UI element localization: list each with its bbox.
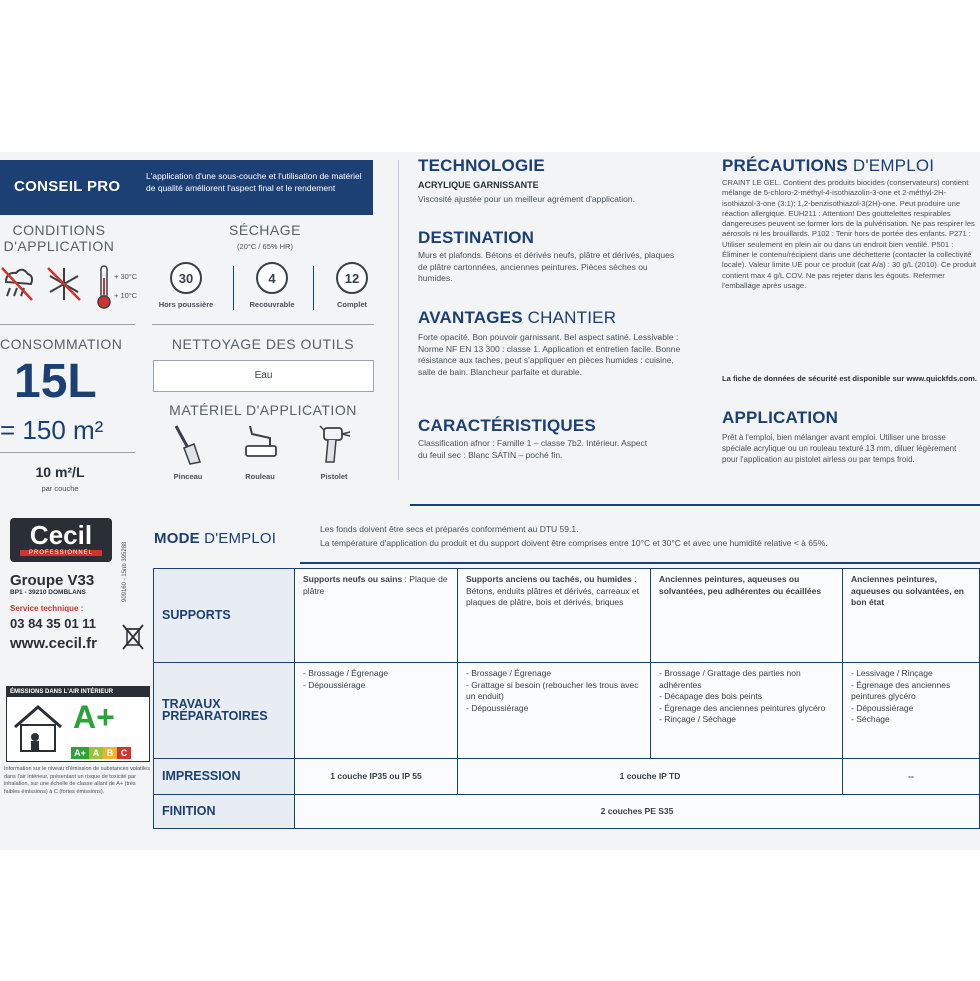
table-cell: 2 couches PE S35 — [295, 795, 980, 829]
divider — [398, 160, 399, 480]
no-frost-icon — [44, 264, 84, 309]
row-header-supports: SUPPORTS — [154, 569, 295, 663]
divider — [0, 452, 135, 453]
scale-aplus: A+ — [71, 747, 89, 759]
stopwatch-icon: 30 — [170, 262, 202, 294]
spray-gun-icon — [314, 424, 354, 471]
sechage-subtitle: (20°C / 65% HR) — [237, 242, 293, 251]
scale-b: B — [103, 747, 117, 759]
table-cell: Supports neufs ou sains : Plaque de plâtre — [295, 569, 458, 663]
roller-icon — [240, 424, 282, 471]
weee-bin-icon — [120, 622, 146, 657]
caracteristiques-title: CARACTÉRISTIQUES — [418, 416, 596, 435]
mode-emploi-table — [153, 568, 980, 829]
table-cell: Supports anciens ou tachés, ou humides : Bétons, enduits plâtres et dérivés, carreaux et plaques de plâtre, bois et dérivés, briques — [458, 569, 651, 663]
divider — [313, 266, 314, 310]
tool-label: Pistolet — [320, 472, 348, 481]
batch-code: 909160 - 15nb 395288 — [122, 541, 128, 602]
conseil-pro-title: CONSEIL PRO — [14, 178, 121, 195]
consommation-rate: 10 m²/L — [35, 464, 85, 480]
divider — [233, 266, 234, 310]
table-row — [154, 663, 980, 759]
table-cell: - Brossage / Égrenage - Grattage si besoin (reboucher les trous avec un enduit) - Dépoussiérage — [458, 663, 651, 759]
logo-wordmark: Cecil — [29, 520, 93, 550]
table-cell: Anciennes peintures, aqueuses ou solvantées, en bon état — [843, 569, 980, 663]
sechage-label: Recouvrable — [249, 300, 295, 309]
materiel-title: MATÉRIEL D'APPLICATION — [169, 402, 357, 418]
nettoyage-value: Eau — [254, 370, 273, 381]
avantages-text: Forte opacité. Bon pouvoir garnissant. Bel aspect satiné. Lessivable : Norme NF EN 13 300 : classe 1. Application et entretien facile. Bonne résistance aux taches, peut s'appliquer en pièces humides : cuisine, salle de bain. Blancheur parfaite et durable. — [418, 332, 681, 377]
avantages-title: AVANTAGES CHANTIER — [418, 308, 617, 327]
divider — [410, 504, 980, 506]
nettoyage-value-box — [153, 360, 374, 392]
phone-number: 03 84 35 01 11 — [10, 616, 97, 631]
cecil-logo — [10, 518, 112, 562]
temp-max: + 30°C — [114, 272, 138, 281]
no-rain-icon — [0, 264, 34, 309]
destination-text: Murs et plafonds. Bétons et dérivés neufs, plâtre et dérivés, plaques de plâtre cartonnées, anciennes peintures. Pièces sèches ou humides. — [418, 250, 675, 283]
table-row — [154, 759, 980, 795]
divider — [0, 324, 135, 325]
service-label: Service technique : — [10, 604, 84, 613]
emissions-header: ÉMISSIONS DANS L'AIR INTÉRIEUR — [7, 687, 149, 697]
nettoyage-title: NETTOYAGE DES OUTILS — [171, 336, 355, 352]
table-cell: - Brossage / Égrenage - Dépoussiérage — [295, 663, 458, 759]
sechage-label: Complet — [337, 300, 367, 309]
caracteristiques-text: Classification afnor : Famille 1 – classe 7b2. Intérieur. Aspect du feuil sec : Blanc SATIN – poché fin. — [418, 438, 648, 460]
emissions-scale — [71, 743, 131, 761]
thermometer-icon — [96, 264, 112, 315]
table-cell: - Lessivage / Rinçage - Égrenage des anciennes peintures glycéro - Dépoussiérage - Séchage — [843, 663, 980, 759]
sechage-item-3 — [316, 262, 388, 309]
application-title: APPLICATION — [722, 408, 839, 427]
tool-label: Pinceau — [173, 472, 203, 481]
table-row — [154, 795, 980, 829]
sechage-item-1 — [150, 262, 222, 309]
table-cell: 1 couche IP TD — [458, 759, 843, 795]
scale-c: C — [117, 747, 131, 759]
precautions-title: PRÉCAUTIONS D'EMPLOI — [722, 156, 935, 175]
table-cell: - Brossage / Grattage des parties non adhérentes - Décapage des bois peints - Égrenage des anciennes peintures glycéro - Rinçage / Séchage — [651, 663, 843, 759]
emissions-badge — [6, 686, 150, 762]
tool-label: Rouleau — [245, 472, 275, 481]
conseil-pro-banner — [0, 160, 373, 215]
technologie-text: Viscosité ajustée pour un meilleur agrément d'application. — [418, 194, 635, 204]
conditions-title: CONDITIONS D'APPLICATION — [3, 222, 115, 254]
application-text: Prêt à l'emploi, bien mélanger avant emploi. Utiliser une brosse spéciale acrylique ou un rouleau texturé 13 mm, diluer légèrement pour l'application au pistolet airless ou par temps froid. — [722, 433, 957, 464]
temp-min: + 10°C — [114, 291, 138, 300]
divider — [300, 562, 980, 564]
house-icon — [11, 703, 65, 760]
technologie-subtitle: ACRYLIQUE GARNISSANTE — [418, 180, 539, 190]
precautions-fds: La fiche de données de sécurité est disponible sur www.quickfds.com. — [722, 374, 978, 383]
conseil-pro-text: L'application d'une sous-couche et l'utilisation de matériel de qualité améliorent l'aspect final et le rendement — [146, 171, 362, 193]
table-row — [154, 569, 980, 663]
logo-subtitle: PROFESSIONNEL — [20, 550, 102, 556]
row-header-impression: IMPRESSION — [154, 759, 295, 795]
sechage-title: SÉCHAGE — [229, 222, 301, 238]
mode-emploi-intro-1: Les fonds doivent être secs et préparés conformément au DTU 59.1. — [320, 524, 579, 534]
brush-icon — [172, 424, 202, 471]
emissions-grade: A+ — [73, 699, 115, 735]
group-address: BP1 - 39210 DOMBLANS — [10, 589, 86, 596]
consommation-title: CONSOMMATION — [0, 336, 123, 352]
stopwatch-icon: 12 — [336, 262, 368, 294]
group-name: Groupe V33 — [10, 572, 95, 589]
mode-emploi-intro-2: La température d'application du produit et du support doivent être comprises entre 10°C et 30°C et avec une humidité relative < à 65%. — [320, 538, 828, 548]
product-label — [0, 152, 980, 850]
consommation-volume: 15L — [14, 355, 97, 408]
mode-emploi-title: MODE D'EMPLOI — [154, 530, 277, 547]
website-link[interactable]: www.cecil.fr — [10, 635, 97, 652]
divider — [152, 324, 374, 325]
destination-title: DESTINATION — [418, 228, 535, 247]
table-cell: -- — [843, 759, 980, 795]
row-header-finition: FINITION — [154, 795, 295, 829]
table-cell: 1 couche IP35 ou IP 55 — [295, 759, 458, 795]
sechage-item-2 — [236, 262, 308, 309]
precautions-text: CRAINT LE GEL. Contient des produits biocides (conservateurs) contient mélange de 5-chloro-2-méthyl-4-isothiazolin-3-one et 2-méthyl-2H-isothiazol-3-one (3:1); 1,2-benzisothiazol-3(2H)-one. Peut produire une réaction allergique. EUH211 : Attention! Des gouttelettes respirables dangereuses peuvent se former lors de la pulvérisation. Ne pas respirer les aérosols ni les brouillards. P102 : Tenir hors de portée des enfants. P271 : Utiliser seulement en plein air ou dans un endroit bien ventilé. P501 : Éliminer le contenu/récipient dans une déchetterie (contacter la collectivité locale). Valeur limite UE pour ce produit (cat A/a) : 30 g/L (2010). Ce produit contient max 4 g/L COV. Ne pas rejeter dans les égouts. Refermer l'emballage après usage. — [722, 178, 977, 290]
table-cell: Anciennes peintures, aqueuses ou solvantées, peu adhérentes ou écaillées — [651, 569, 843, 663]
stopwatch-icon: 4 — [256, 262, 288, 294]
emissions-note: Information sur le niveau d'émission de substances volatiles dans l'air intérieur, présentant un risque de toxicité par inhalation, sur une échelle de classe allant de A+ (très faibles émissions) à C (fortes émissions). — [4, 766, 150, 795]
technologie-title: TECHNOLOGIE — [418, 156, 545, 175]
scale-a: A — [89, 747, 103, 759]
consommation-surface: = 150 m² — [0, 415, 104, 445]
sechage-label: Hors poussière — [158, 300, 214, 309]
consommation-rate-note: par couche — [41, 484, 79, 493]
row-header-travaux: TRAVAUX PRÉPARATOIRES — [154, 663, 295, 759]
